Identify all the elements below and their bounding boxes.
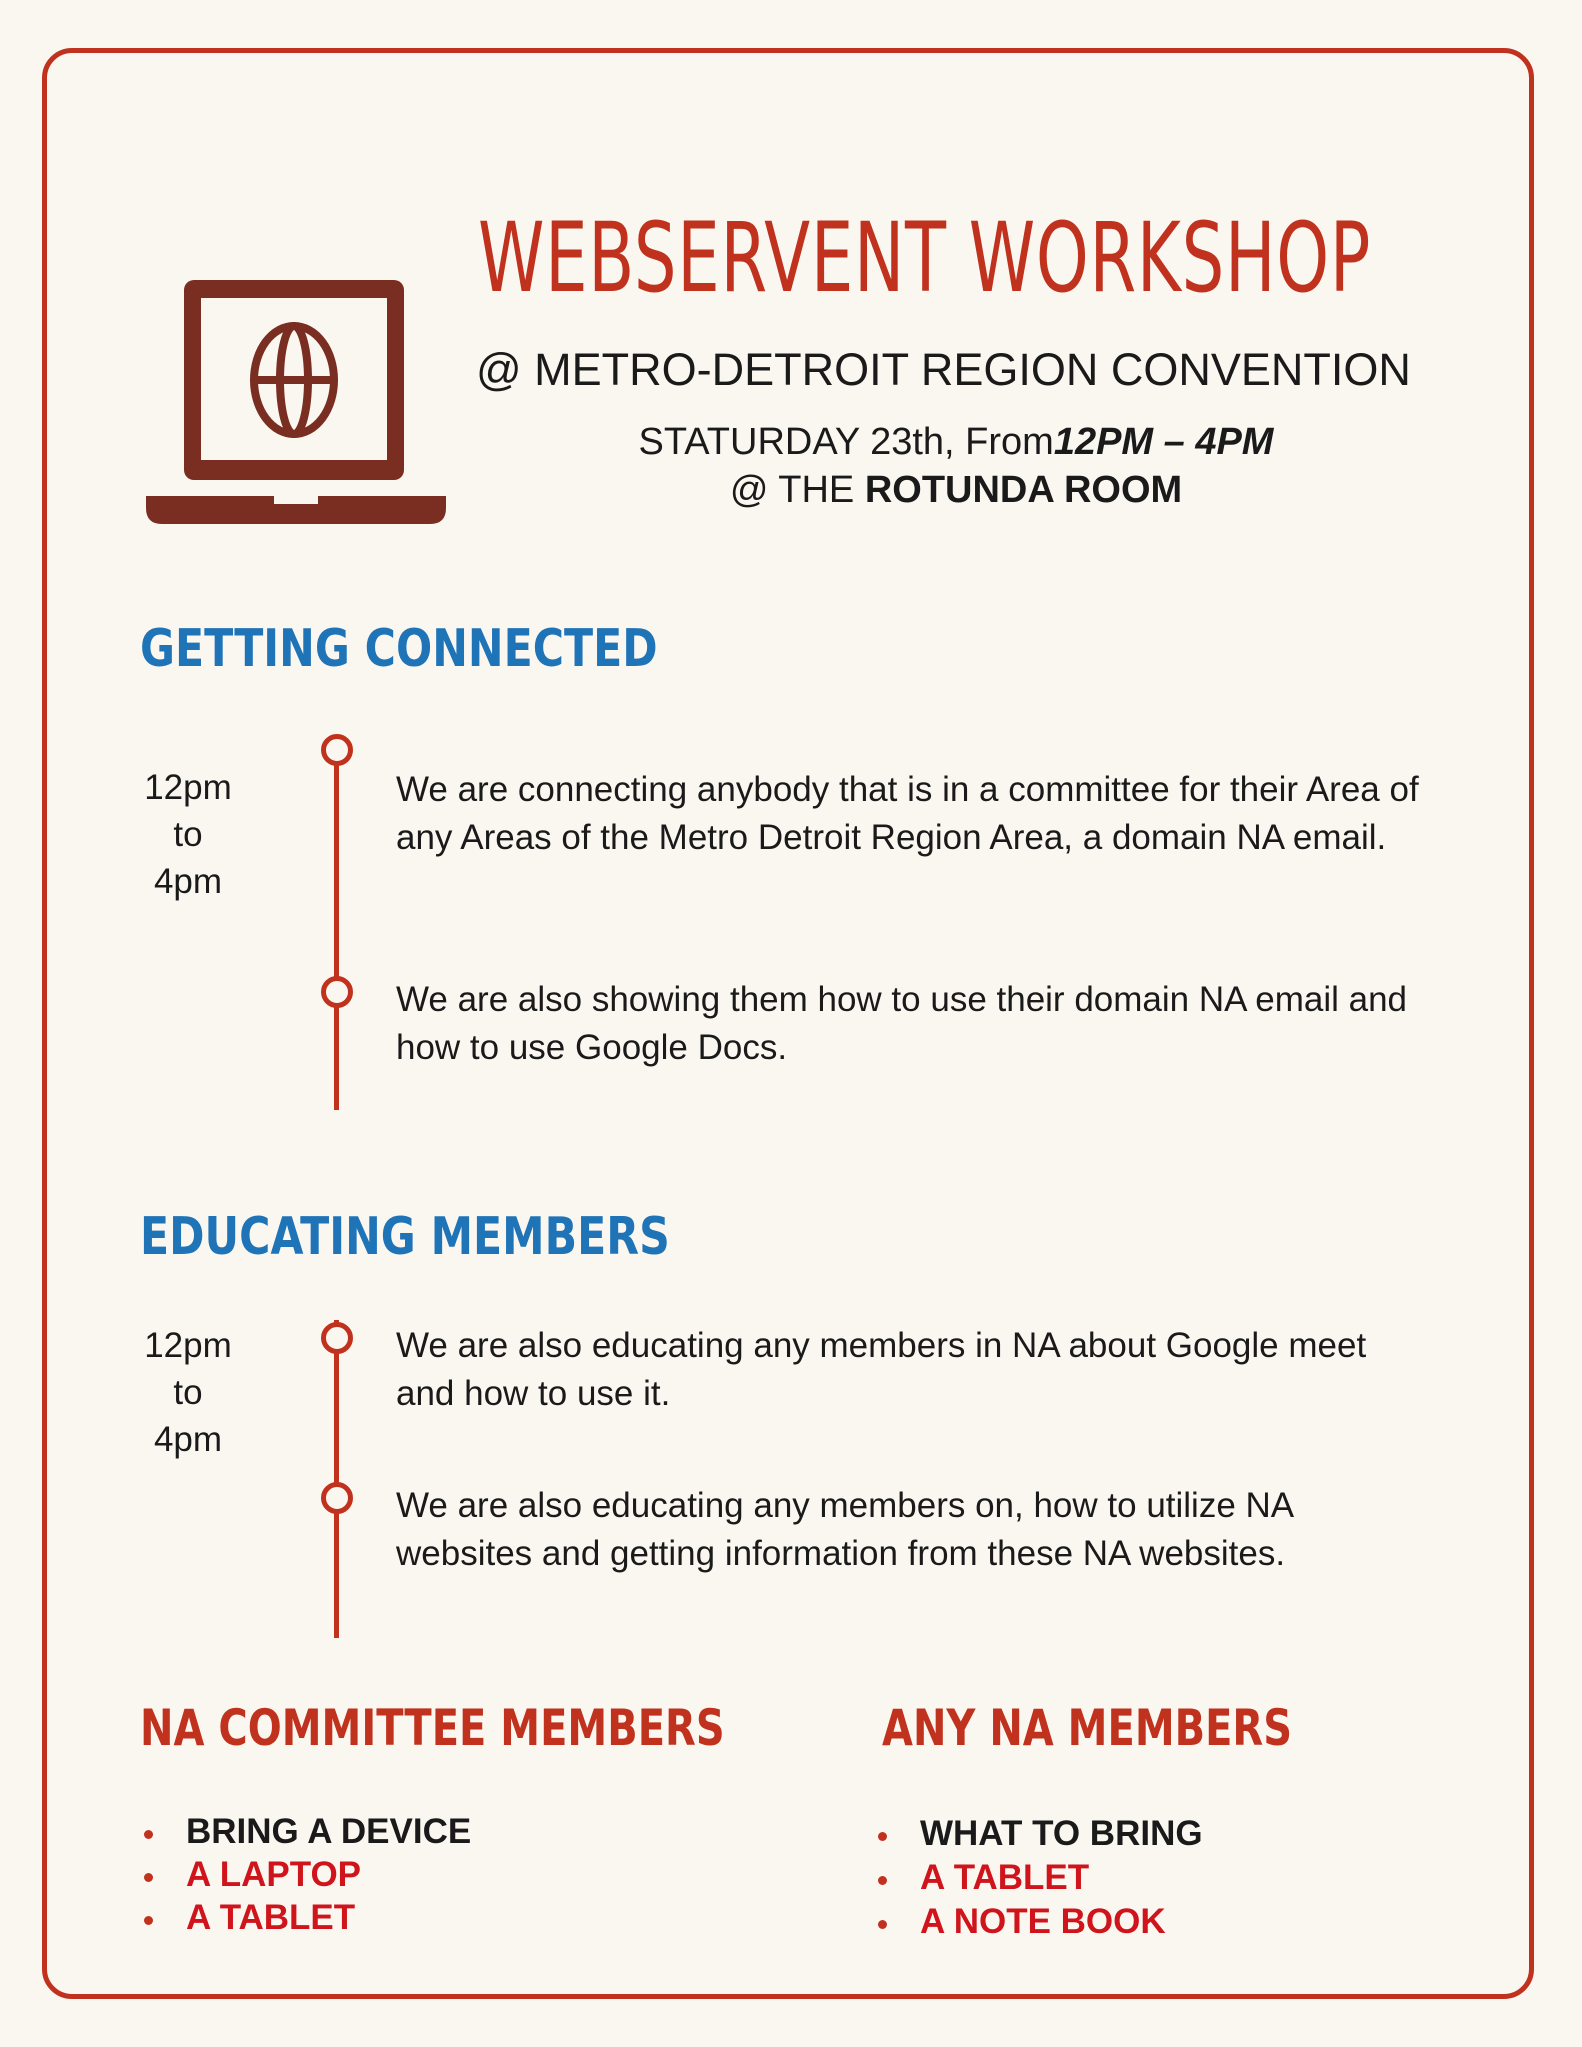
timeline-line [334,1320,339,1638]
time-start: 12pm [144,768,232,807]
list-item: A NOTE BOOK [874,1900,1203,1944]
list-heading-committee-members: NA COMMITTEE MEMBERS [140,1699,725,1757]
timeline-marker [321,976,353,1008]
timeline-line [334,760,339,1110]
date-text: STATURDAY 23th, From [638,421,1054,463]
timeline-item-text: We are also educating any members on, how to utilize NA websites and getting information from these NA websites. [396,1486,1293,1573]
list-item: A TABLET [874,1856,1203,1900]
time-end: 4pm [153,1420,223,1459]
time-label [128,764,248,905]
timeline-item-text: We are connecting anybody that is in a committee for their Area of any Areas of the Metro Detroit Region Area, a domain NA email. [396,770,1419,857]
time-end: 4pm [153,862,223,901]
list-item: A LAPTOP [140,1853,471,1896]
timeline-item-text: We are also showing them how to use their domain NA email and how to use Google Docs. [396,980,1408,1067]
list-heading-any-members: ANY NA MEMBERS [882,1699,1293,1757]
list-item: BRING A DEVICE [140,1810,471,1853]
time-label [128,1322,248,1463]
timeline-item-text: We are also educating any members in NA about Google meet and how to use it. [396,1326,1367,1413]
list-item: A TABLET [140,1896,471,1939]
timeline-marker [321,734,353,766]
section-heading-educating-members: EDUCATING MEMBERS [140,1207,670,1267]
committee-bring-list [140,1810,471,1939]
date-line [0,418,1582,466]
location-name: ROTUNDA ROOM [864,469,1183,511]
time-to: to [173,1373,203,1412]
location-line [0,466,1582,514]
section-heading-getting-connected: GETTING CONNECTED [140,619,658,679]
location-prefix: @ THE [729,469,855,511]
timeline-marker [321,1482,353,1514]
convention-subtitle: @ METRO-DETROIT REGION CONVENTION [476,344,1411,395]
workshop-title: WEBSERVENT WORKSHOP [478,202,1372,314]
members-bring-list [874,1812,1203,1944]
time-start: 12pm [144,1326,232,1365]
time-to: to [173,815,203,854]
list-item: WHAT TO BRING [874,1812,1203,1856]
timeline-marker [321,1322,353,1354]
time-range: 12PM – 4PM [1053,421,1274,463]
